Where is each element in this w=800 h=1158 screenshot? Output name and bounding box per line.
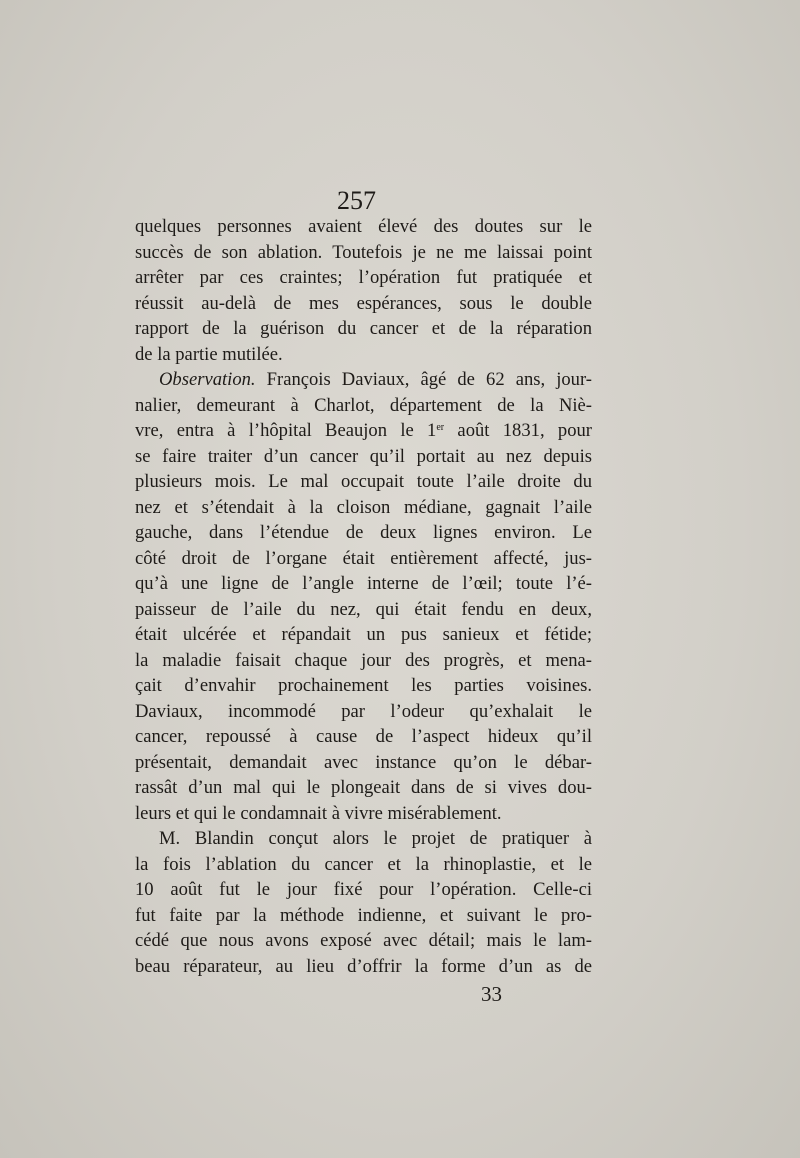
page-number: 257 — [337, 186, 376, 215]
text-fragment: vre, entra à l’hôpital Beaujon le 1 — [135, 420, 437, 441]
text-line: Daviaux, incommodé par l’odeur qu’exhalait le — [135, 700, 592, 722]
text-line: présentait, demandait avec instance qu’on le débar- — [135, 751, 592, 773]
text-line: gauche, dans l’étendue de deux lignes environ. Le — [135, 522, 592, 543]
text-line: cancer, repoussé à cause de l’aspect hideux qu’il — [135, 726, 592, 747]
text-line: était ulcérée et répandait un pus sanieux et fétide; — [135, 624, 592, 645]
text-line: côté droit de l’organe était entièrement affecté, jus- — [135, 547, 592, 569]
text-line-date — [135, 418, 592, 444]
text-line-observation — [135, 367, 592, 393]
text-line: rassât d’un mal qui le plongeait dans de si vives dou- — [135, 777, 592, 798]
text-line: la fois l’ablation du cancer et la rhinoplastie, et le — [135, 853, 592, 875]
text-fragment: août 1831, pour — [444, 420, 592, 441]
text-line: leurs et qui le condamnait à vivre misérablement. — [135, 802, 502, 824]
text-fragment: François Daviaux, âgé de 62 ans, jour- — [255, 369, 592, 390]
body-text — [135, 214, 592, 979]
text-line: nez et s’étendait à la cloison médiane, gagnait l’aile — [135, 496, 592, 518]
text-line: quelques personnes avaient élevé des doutes sur le — [135, 216, 592, 237]
text-line: M. Blandin conçut alors le projet de pratiquer à — [159, 828, 592, 849]
observation-heading: Observation. — [159, 369, 256, 390]
text-line: fut faite par la méthode indienne, et suivant le pro- — [135, 904, 592, 926]
text-line: paisseur de l’aile du nez, qui était fendu en deux, — [135, 598, 592, 620]
text-line: succès de son ablation. Toutefois je ne me laissai point — [135, 241, 592, 263]
text-line: arrêter par ces craintes; l’opération fut pratiquée et — [135, 267, 592, 288]
text-line: rapport de la guérison du cancer et de la réparation — [135, 318, 592, 339]
text-line: cédé que nous avons exposé avec détail; mais le lam- — [135, 930, 592, 951]
superscript: er — [436, 422, 445, 433]
text-line: de la partie mutilée. — [135, 343, 283, 365]
text-line: çait d’envahir prochainement les parties voisines. — [135, 675, 592, 696]
signature-mark: 33 — [481, 982, 502, 1006]
text-line: nalier, demeurant à Charlot, département de la Niè- — [135, 394, 592, 416]
text-line: réussit au-delà de mes espérances, sous le double — [135, 292, 592, 314]
text-line: 10 août fut le jour fixé pour l’opération. Celle-ci — [135, 879, 592, 900]
text-line: beau réparateur, au lieu d’offrir la forme d’un as de — [135, 955, 592, 977]
text-line: la maladie faisait chaque jour des progrès, et mena- — [135, 649, 592, 671]
text-line: se faire traiter d’un cancer qu’il portait au nez depuis — [135, 445, 592, 467]
text-line: plusieurs mois. Le mal occupait toute l’aile droite du — [135, 471, 592, 492]
text-line: qu’à une ligne de l’angle interne de l’œil; toute l’é- — [135, 573, 592, 594]
